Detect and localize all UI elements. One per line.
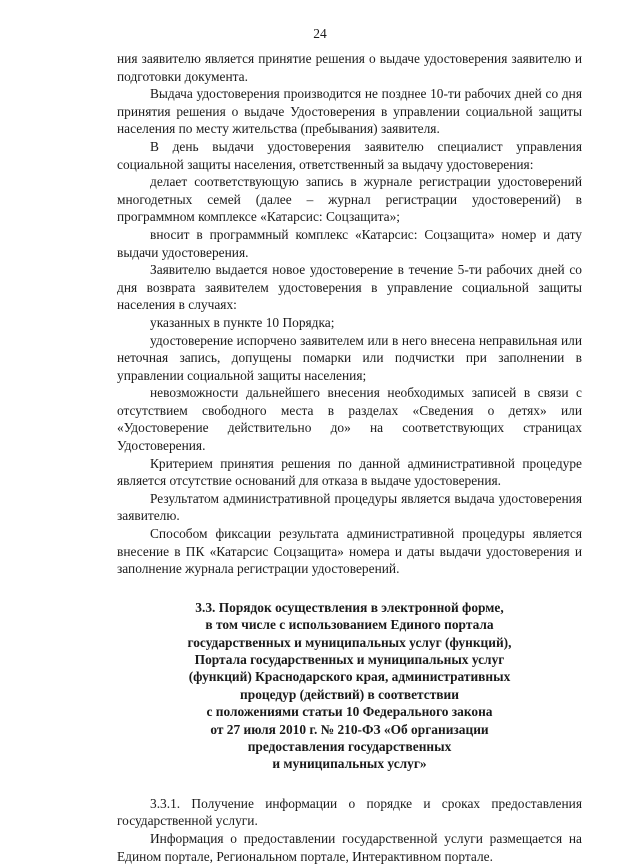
paragraph: В день выдачи удостоверения заявителю специалист управления социальной защиты населения, ответственный за выдачу удостоверения: <box>117 138 582 172</box>
paragraph: 3.3.1. Получение информации о порядке и сроках предоставления государственной услуги. <box>117 795 582 829</box>
heading-line: с положениями статьи 10 Федерального закона <box>206 704 493 720</box>
heading-line: от 27 июля 2010 г. № 210-ФЗ «Об организации <box>210 721 489 737</box>
page-content <box>117 50 582 865</box>
page-number: 24 <box>313 26 327 41</box>
paragraph: указанных в пункте 10 Порядка; <box>150 314 335 330</box>
paragraph: вносит в программный комплекс «Катарсис: Соцзащита» номер и дату выдачи удостоверения. <box>117 226 582 260</box>
paragraph: Выдача удостоверения производится не позднее 10-ти рабочих дней со дня принятия решения о выдаче Удостоверения в управлении социальной защиты населения по месту жительства (пребывания) заявителя. <box>117 86 582 137</box>
body-text-top <box>117 50 582 578</box>
paragraph: Результатом административной процедуры является выдача удостоверения заявителю. <box>117 490 582 524</box>
heading-line: и муниципальных услуг» <box>272 756 427 772</box>
paragraph: Способом фиксации результата административной процедуры является внесение в ПК «Катарсис Соцзащита» номера и даты выдачи удостоверения и заполнение журнала регистрации удостоверений. <box>117 526 582 577</box>
heading-line: Портала государственных и муниципальных услуг <box>194 652 505 668</box>
paragraph: ния заявителю является принятие решения о выдаче удостоверения заявителю и подготовки документа. <box>117 51 582 84</box>
heading-line: предоставления государственных <box>247 739 452 755</box>
paragraph: Заявителю выдается новое удостоверение в течение 5-ти рабочих дней со дня возврата заявителем удостоверения в управление социальной защиты населения в случаях: <box>117 262 582 313</box>
paragraph: удостоверение испорчено заявителем или в него внесена неправильная или неточная запись, допущены помарки или подчистки при заполнении в управлении социальной защиты населения; <box>117 332 582 383</box>
paragraph: Критерием принятия решения по данной административной процедуре является отсутствие оснований для отказа в выдаче удостоверения. <box>117 455 582 489</box>
heading-line: 3.3. Порядок осуществления в электронной форме, <box>195 599 504 615</box>
paragraph: Информация о предоставлении государственной услуги размещается на Едином портале, Региональном портале, Интерактивном портале. <box>117 831 582 864</box>
heading-line: государственных и муниципальных услуг (функций), <box>187 634 512 650</box>
paragraph: делает соответствующую запись в журнале регистрации удостоверений многодетных семей (далее – журнал регистрации удостоверений) в программном комплексе «Катарсис: Соцзащита»; <box>117 174 582 225</box>
heading-line: (функций) Краснодарского края, административных <box>188 669 511 685</box>
heading-line: в том числе с использованием Единого портала <box>205 617 494 633</box>
body-text-bottom <box>117 795 582 865</box>
paragraph: невозможности дальнейшего внесения необходимых записей в связи с отсутствием свободного места в разделах «Сведения о детях» или «Удостоверение действительно до» на соответствующих страницах Удостоверения. <box>117 385 582 454</box>
heading-line: процедур (действий) в соответствии <box>240 686 459 702</box>
section-heading <box>117 599 582 773</box>
